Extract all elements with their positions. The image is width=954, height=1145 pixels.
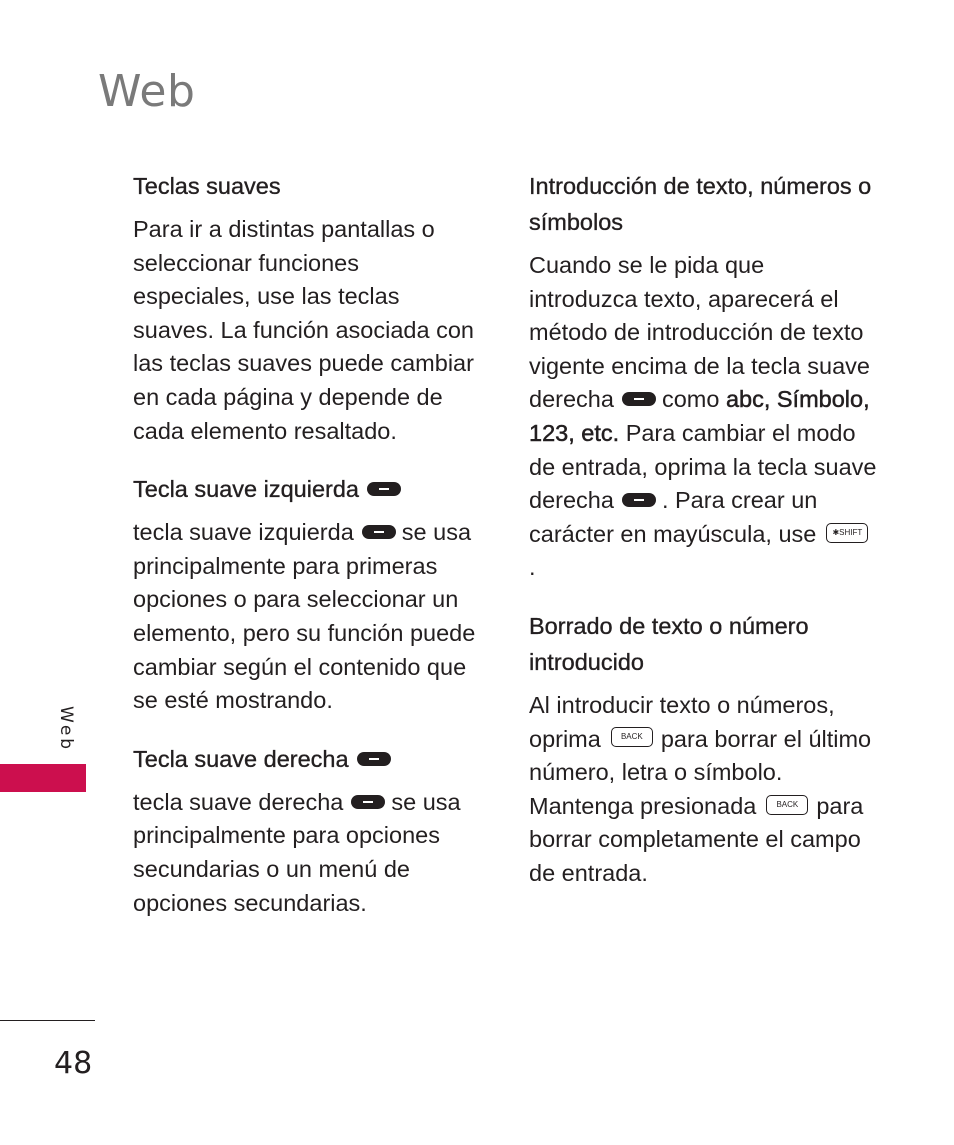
softkey-icon (351, 795, 385, 809)
paragraph-introduccion-texto (529, 249, 879, 585)
softkey-icon (367, 482, 401, 496)
paragraph-teclas-suaves: Para ir a distintas pantallas o seleccionar funciones especiales, use las teclas suaves. La función asociada con las teclas suaves puede cambiar en cada página y depende de cada elemento resaltado. (133, 216, 474, 444)
back-key-icon: BACK (766, 795, 808, 815)
page-number: 48 (54, 1046, 93, 1081)
text-part: como (661, 386, 720, 413)
text-part: Al introducir texto o números, oprima (529, 691, 835, 752)
heading-introduccion-texto: Introducción de texto, números o símbolos (529, 173, 872, 235)
side-tab-marker (0, 764, 86, 792)
softkey-icon (622, 392, 656, 406)
heading-teclas-suaves: Teclas suaves (133, 173, 281, 199)
heading-tecla-suave-izquierda (133, 471, 481, 507)
side-tab-label: Web (56, 706, 76, 753)
softkey-icon (622, 493, 656, 507)
right-column (529, 168, 879, 914)
text-part: para borrar completamente el campo de entrada. (529, 792, 864, 886)
text-part: se usa principalmente para primeras opciones o para seleccionar un elemento, pero su función puede cambiar según el contenido que se esté mostrando. (133, 519, 476, 714)
text-part: . Para crear un carácter en mayúscula, use (529, 487, 818, 547)
text-part: Para cambiar el modo de entrada, oprima la tecla suave derecha (529, 419, 877, 514)
softkey-icon (362, 525, 396, 539)
heading-text: Tecla suave derecha (133, 745, 349, 772)
paragraph-tecla-suave-izquierda (133, 516, 481, 718)
paragraph-borrado-texto (529, 689, 879, 891)
footer-rule (0, 1020, 95, 1021)
text-part: . (529, 554, 536, 581)
text-part: se usa principalmente para opciones secundarias o un menú de opciones secundarias. (133, 788, 461, 916)
paragraph-tecla-suave-derecha (133, 786, 481, 920)
shift-key-icon: ✱SHIFT (826, 523, 868, 543)
heading-text: Tecla suave izquierda (133, 476, 359, 503)
text-part: Cuando se le pida que introduzca texto, aparecerá el método de introducción de texto vigente encima de la tecla suave derecha (529, 252, 870, 413)
text-part: para borrar el último número, letra o símbolo. Mantenga presionada (529, 725, 872, 819)
text-bold: abc, Símbolo, 123, etc. (529, 386, 870, 446)
left-column (133, 168, 481, 943)
text-part: tecla suave izquierda (133, 519, 354, 546)
page-title: Web (98, 66, 196, 117)
text-part: tecla suave derecha (133, 788, 344, 815)
heading-tecla-suave-derecha (133, 741, 481, 777)
softkey-icon (357, 752, 391, 766)
back-key-icon: BACK (611, 727, 653, 747)
heading-borrado-texto: Borrado de texto o número introducido (529, 612, 809, 675)
